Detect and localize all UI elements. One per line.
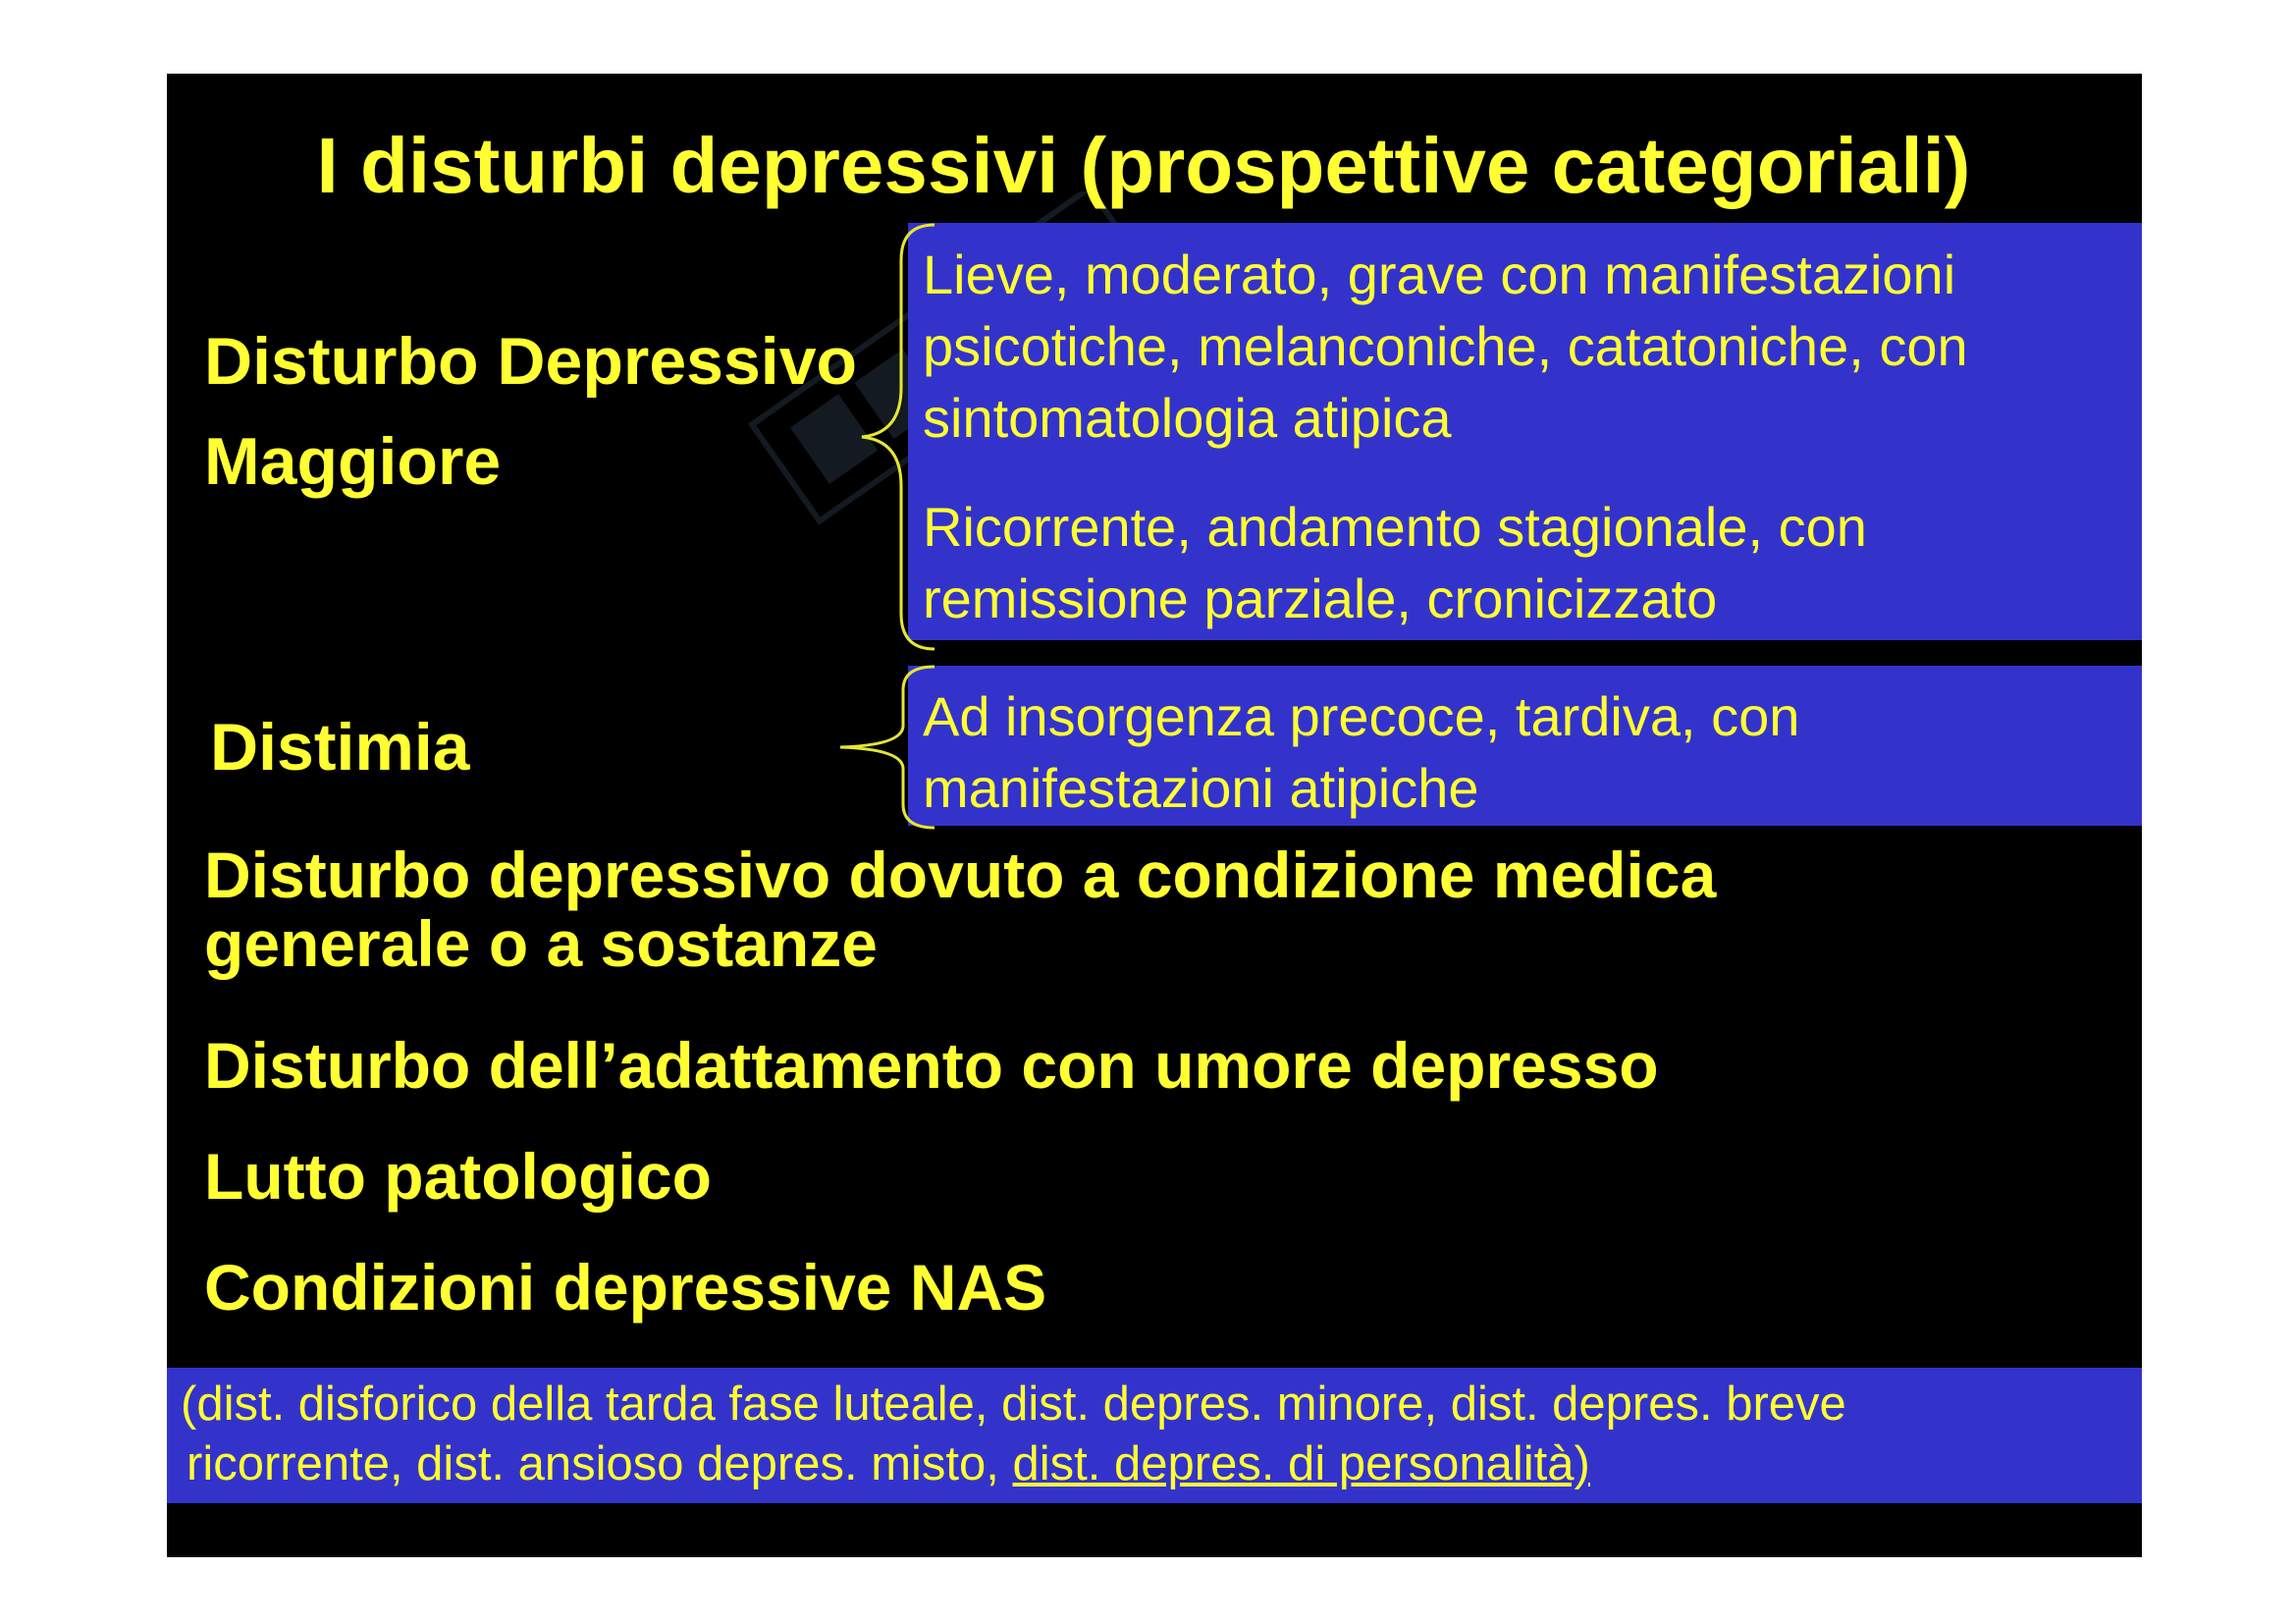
nas-examples-line1: (dist. disforico della tarda fase luteale, dist. depres. minore, dist. depres. breve [181,1378,1846,1431]
nas-examples-line2 [187,1434,1590,1494]
medical-condition-disorder-line2: generale o a sostanze [204,907,878,980]
major-specifier-line: Lieve, moderato, grave con manifestazioni [923,243,1956,305]
major-specifier-line: Ricorrente, andamento stagionale, con [923,496,1867,558]
curly-brace-icon [834,663,942,832]
dysthymia-specifier-line: manifestazioni atipiche [923,757,1479,819]
nas-examples-plain: ricorrente, dist. ansioso depres. misto, [187,1437,1013,1490]
pathological-grief-label: Lutto patologico [204,1140,712,1213]
dysthymia-specifier-line: Ad insorgenza precoce, tardiva, con [923,685,1800,747]
dysthymia-label: Distimia [210,710,470,784]
nas-examples-underlined: dist. depres. di personalità) [1012,1437,1590,1490]
slide [167,74,2142,1557]
major-depressive-label-line1: Disturbo Depressivo [204,324,858,399]
curly-brace-icon [854,221,942,653]
slide-title: I disturbi depressivi (prospettive categoriali) [316,122,1971,209]
depressive-nas-label: Condizioni depressive NAS [204,1251,1047,1324]
adjustment-disorder-label: Disturbo dell’adattamento con umore depresso [204,1029,1659,1102]
major-specifier-line: sintomatologia atipica [923,387,1452,449]
medical-condition-disorder-line1: Disturbo depressivo dovuto a condizione medica [204,839,1717,911]
major-depressive-label-line2: Maggiore [204,424,502,499]
major-specifier-line: remissione parziale, cronicizzato [923,568,1718,629]
major-specifier-line: psicotiche, melanconiche, catatoniche, con [923,315,1968,377]
